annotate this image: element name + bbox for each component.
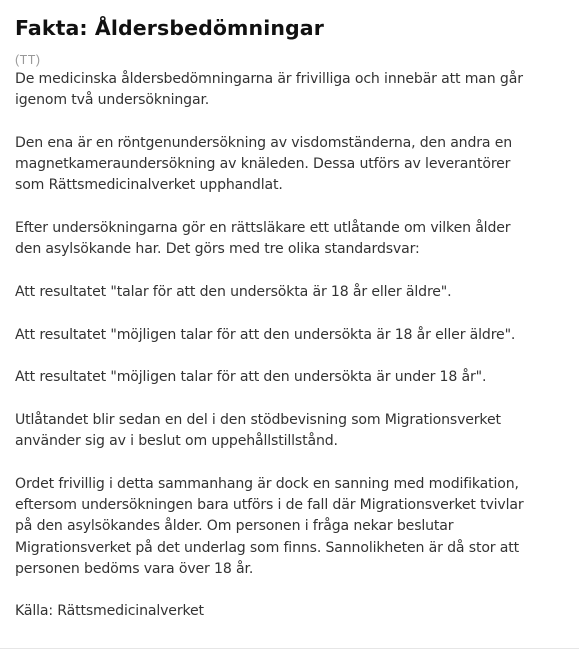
paragraph-line: magnetkameraundersökning av knäleden. Dessa utförs av leverantörer (15, 156, 511, 173)
paragraph (15, 474, 567, 580)
paragraph-line: igenom två undersökningar. (15, 92, 210, 109)
paragraph (15, 218, 567, 261)
paragraph (15, 133, 567, 197)
paragraph-line: använder sig av i beslut om uppehållstillstånd. (15, 433, 338, 450)
paragraph-line: Den ena är en röntgenundersökning av visdomständerna, den andra en (15, 134, 513, 151)
source-credit (15, 601, 567, 622)
paragraph-line: Att resultatet "möjligen talar för att den undersökta är under 18 år". (15, 369, 487, 386)
article (15, 14, 567, 644)
paragraph-line: Att resultatet "möjligen talar för att den undersökta är 18 år eller äldre". (15, 326, 516, 343)
paragraph-line: den asylsökande har. Det görs med tre olika standardsvar: (15, 241, 420, 258)
paragraph-line: Efter undersökningarna gör en rättsläkare ett utlåtande om vilken ålder (15, 220, 511, 237)
article-title: Fakta: Åldersbedömningar (15, 16, 324, 40)
paragraph-line: som Rättsmedicinalverket upphandlat. (15, 177, 283, 194)
paragraph-line: Källa: Rättsmedicinalverket (15, 603, 204, 620)
paragraph-line: Att resultatet "talar för att den undersökta är 18 år eller äldre". (15, 283, 452, 300)
paragraph (15, 69, 567, 112)
paragraph (15, 367, 567, 388)
paragraph-line: på den asylsökandes ålder. Om personen i fråga nekar beslutar (15, 518, 454, 535)
paragraph-line: personen bedöms vara över 18 år. (15, 560, 254, 577)
paragraph-line: eftersom undersökningen bara utförs i de fall där Migrationsverket tvivlar (15, 496, 524, 513)
paragraph (15, 282, 567, 303)
paragraph (15, 410, 567, 453)
paragraph-line: Utlåtandet blir sedan en del i den stödbevisning som Migrationsverket (15, 411, 501, 428)
article-body (15, 69, 567, 623)
paragraph-line: De medicinska åldersbedömningarna är frivilliga och innebär att man går (15, 71, 523, 87)
paragraph (15, 325, 567, 346)
paragraph-line: Ordet frivillig i detta sammanhang är dock en sanning med modifikation, (15, 475, 519, 492)
article-source: (TT) (15, 53, 41, 67)
paragraph-line: Migrationsverket på det underlag som finns. Sannolikheten är då stor att (15, 539, 520, 556)
